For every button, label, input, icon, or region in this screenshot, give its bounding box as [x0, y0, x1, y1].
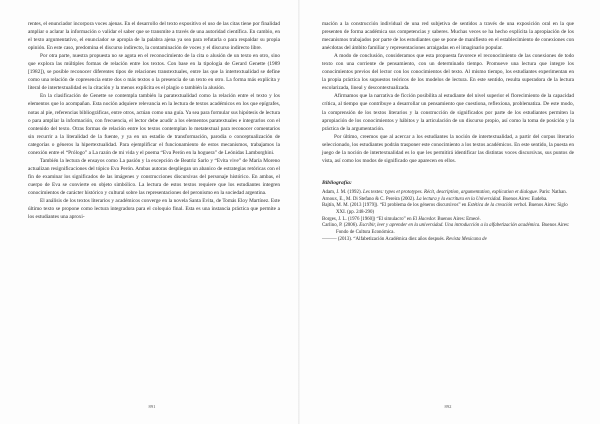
bib-author: Borges, J. L. (1976 [1960]) “El simulacro” en	[322, 216, 413, 222]
paragraph: Por último, creemos que al acercar a los estudiantes la noción de intertextualidad, a partir del corpus literario seleccionado, los estudiantes podrán trasponer este conocimiento a los textos académicos. En este sentido, la puesta en juego de la noción de intertextualidad es lo que les permitirá identificar las distintas voces discursivas, sus puntos de vista, así como los modos de significado que aparecen en ellos.	[322, 133, 574, 164]
paragraph: También la lectura de ensayos como La pasión y la excepción de Beatriz Sarlo y “Evita vive” de María Moreno actualizan resignificaciones del tópico Eva Perón. Ambas autoras despliegan un abanico de estrategias retóricas con el fin de examinar los significados de las imágenes y construcciones discursivas del personaje histórico. En ambas, el cuerpo de Eva se convierte en objeto simbólico. La lectura de estos textos requiere que los estudiantes integren conocimientos de carácter histórico y cultural sobre las representaciones del peronismo en la sociedad argentina.	[28, 157, 280, 196]
bib-publisher: Paris: Nathan.	[538, 189, 567, 195]
bib-publisher: Buenos Aires: Siglo XXI. (pp. 248-290)	[336, 203, 568, 215]
paragraph: Afirmamos que la narrativa de ficción posibilita al estudiante del nivel superior el florecimiento de la capacidad crítica, al tiempo que contribuye a desarrollar un pensamiento que cuestiona, reflexiona, problematiza. De este modo, la comprensión de los textos literarios y la construcción de significados por parte de los estudiantes permiten la apropiación de los conocimientos y hábitos y la articulación de un discurso propio, así como la toma de posición y la práctica de la argumentación.	[322, 93, 574, 132]
paragraph: mación a la construcción individual de una red subjetiva de sentidos a través de una exposición oral en la que presenten de forma académica sus competencias y saberes. Muchas veces se ha hecho explícita la apropiación de los mecanismos trabajados por parte de los estudiantes que se pone de manifiesto en el establecimiento de conexiones con anécdotas del ámbito familiar y representaciones arraigadas en el imaginario popular.	[322, 21, 574, 52]
paragraph: Por otra parte, nuestra propuesta no se agota en el reconocimiento de la cita o alusión de un texto en otro, sino que explora las múltiples formas de relación entre los textos. Con base en la tipología de Gerard Genette (1989 [1982]), se posible reconocer diferentes tipos de relaciones transtextuales, entre las que la intertextualidad se define como una relación de copresencia entre dos o más textos o la presencia de un texto en otro. La forma más explícita y literal de intertextualidad es la citación y la menos explícita es el plagio o también la alusión.	[28, 53, 280, 92]
paragraph: rentes, el enunciador incorpora voces ajenas. En el desarrollo del texto expositivo el uso de las citas tiene por finalidad ampliar o aclarar la información o validar el saber que se transmite a través de una autoridad científica. En cambio, en el texto argumentativo, el enunciador se apropia de la palabra ajena ya sea para refutarla o para respaldar su propia opinión. En este caso, predomina el discurso indirecto, la contaminación de voces y el discurso indirecto libre.	[28, 21, 280, 52]
bibliography-entry	[322, 203, 574, 216]
bib-title: Escribir, leer y aprender en la universidad. Una introducción a la alfabetización académica.	[359, 223, 541, 229]
bib-title: El Hacedor.	[412, 216, 437, 222]
bibliography-entry	[322, 190, 574, 197]
section-gap	[322, 165, 574, 173]
bib-publisher: Buenos Aires: Emecé.	[436, 216, 481, 222]
bib-author: Adam, J. M. (1992).	[322, 189, 364, 195]
left-page-number: 891	[148, 404, 156, 409]
bib-title: Les textes: types et prototypes. Récit, description, argumentation, explication et dialogue.	[363, 189, 539, 195]
bibliography-entry	[322, 237, 574, 244]
right-text-column	[322, 20, 574, 244]
bib-title: La lectura y la escritura en la Universidad.	[416, 196, 502, 202]
bib-author: Arnoux, E., M. Di Stefano & C. Pereira (2002).	[322, 196, 417, 202]
left-text-column	[28, 20, 280, 221]
bibliography-list	[322, 190, 574, 244]
bib-author: Carlino, P. (2006).	[322, 223, 360, 229]
bib-author: ——— (2013). “Alfabetización Académica diez años después.	[322, 236, 446, 242]
bibliography-title: Bibliografía:	[322, 179, 352, 186]
right-page-number: 892	[444, 404, 452, 409]
paragraph: A modo de conclusión, consideramos que esta propuesta favorece el reconocimiento de las conexiones de todo texto con una corriente de pensamiento, con un determinado tiempo. Promueve una lectura que integre los conocimientos previos del lector con los conocimientos del texto. Al mismo tiempo, los estudiantes experimentan en la propia práctica los supuestos teóricos de los modelos de lectura. En este sentido, resulta superadora de la lectura escolarizada, lineal y descontextualizada.	[322, 53, 574, 92]
bib-title: Revista Mexicana de	[446, 236, 487, 242]
bibliography-entry	[322, 217, 574, 224]
bibliography-entry	[322, 223, 574, 236]
right-paragraphs	[322, 20, 574, 165]
paragraph: En la clasificación de Genette se contempla también la paratextualidad como la relación entre el texto y los elementos que lo acompañan. Esta noción adquiere relevancia en la lectura de textos académicos en los que epígrafes, notas al pie, referencias bibliográficas, entre otros, actúan como una guía. Ya sea para formular sus hipótesis de lectura o para ampliar la información, con frecuencia, el lector debe acudir a los elementos paratextuales e integrarlos con el contenido del texto. Otras formas de relación entre los textos contemplan lo metatextual para reconocer comentarios sin recurrir a la literalidad de la fuente, y ya en un estadio de transformación, parodia o conceptualización de categorías o géneros la hipertextualidad. Para ejemplificar el funcionamiento de estos mecanismos, trabajamos la conexión entre el “Prólogo” a La razón de mi vida y el poema “Eva Perón en la hoguera” de Leónidas Lamborghini.	[28, 93, 280, 156]
paragraph: El análisis de los textos literarios y académicos converge en la novela Santa Evita, de Tomás Eloy Martínez. Este último texto se propone como lectura integradora para el coloquio final. Esta es una instancia práctica que permite a los estudiantes una aproxi-	[28, 198, 280, 221]
bib-publisher: Buenos Aires: Eudeba.	[501, 196, 548, 202]
bib-publisher: Buenos Aires: Fondo de Cultura Económica.	[336, 223, 570, 236]
bib-author: Bajtín, M. M. (2013 [1979]). “El problema de los géneros discursivos” en	[322, 203, 468, 209]
right-page	[300, 0, 600, 424]
bib-title: Estética de la creación verbal.	[467, 203, 528, 209]
